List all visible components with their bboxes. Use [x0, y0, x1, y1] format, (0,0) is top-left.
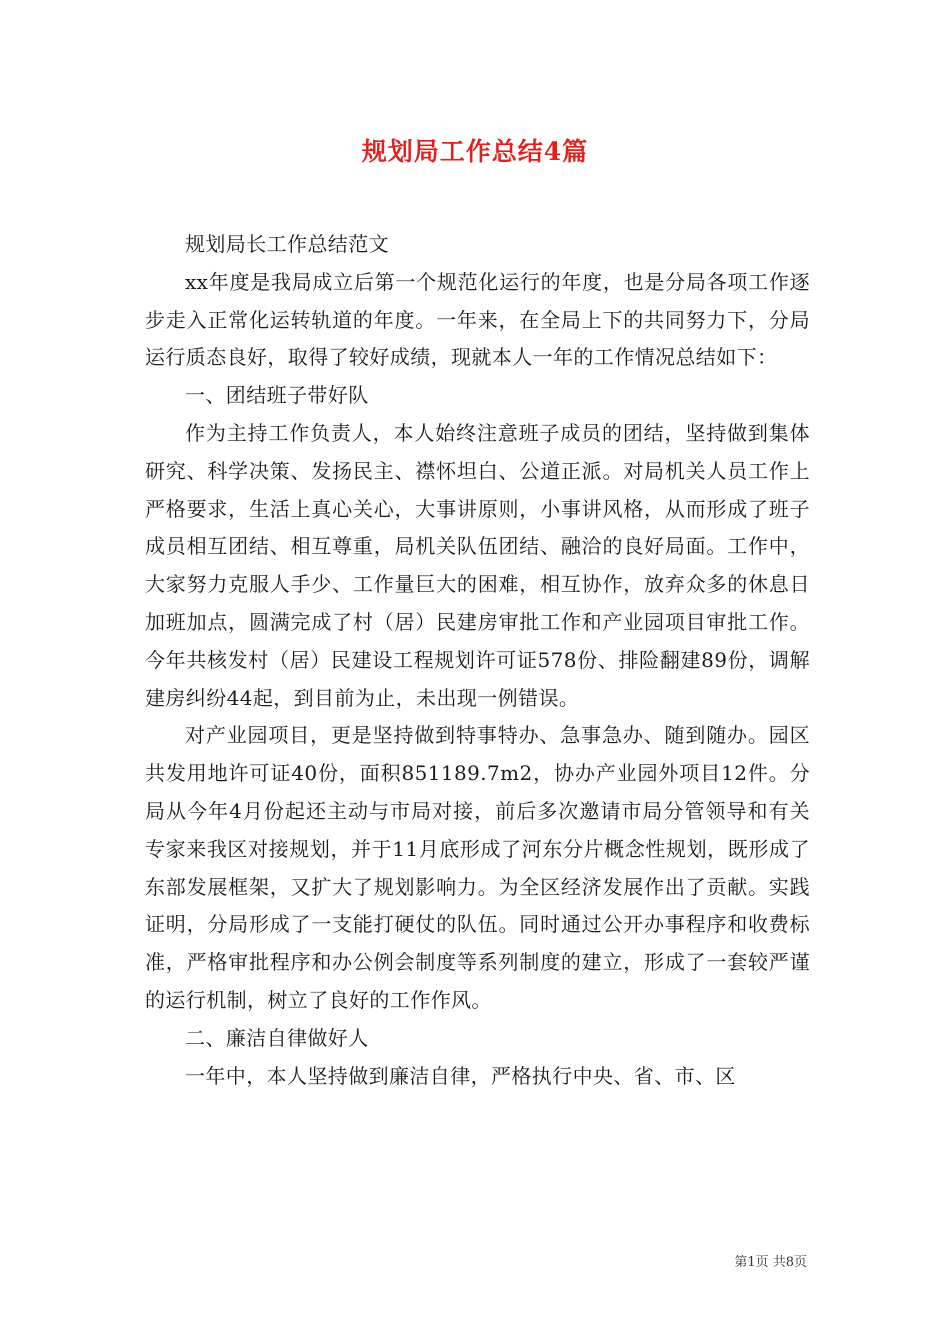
- paragraph-intro: xx年度是我局成立后第一个规范化运行的年度，也是分局各项工作逐步走入正常化运转轨道的年度。一年来，在全局上下的共同努力下，分局运行质态良好，取得了较好成绩，现就本人一年的工作情况总结如下：: [145, 269, 810, 370]
- paragraph-subtitle: 规划局长工作总结范文: [185, 232, 389, 256]
- paragraph-integrity: 一年中，本人坚持做到廉洁自律，严格执行中央、省、市、区: [185, 1063, 736, 1088]
- section-heading-1: 一、团结班子带好队: [185, 383, 369, 408]
- page-number: 第1页 共8页: [734, 1255, 807, 1270]
- document-title: 规划局工作总结4篇: [361, 137, 589, 166]
- paragraph-team: 作为主持工作负责人，本人始终注意班子成员的团结，坚持做到集体研究、科学决策、发扬民主、襟怀坦白、公道正派。对局机关人员工作上严格要求，生活上真心关心，大事讲原则，小事讲风格，从而形成了班子成员相互团结、相互尊重，局机关队伍团结、融洽的良好局面。工作中，大家努力克服人手少、工作量巨大的困难，相互协作，放弃众多的休息日加班加点，圆满完成了村（居）民建房审批工作和产业园项目审批工作。今年共核发村（居）民建设工程规划许可证578份、排险翻建89份，调解建房纠纷44起，到目前为止，未出现一例错误。: [145, 420, 810, 710]
- document-body: [145, 226, 810, 1095]
- section-heading-2: 二、廉洁自律做好人: [185, 1025, 369, 1050]
- paragraph-industrial-park: 对产业园项目，更是坚持做到特事特办、急事急办、随到随办。园区共发用地许可证40份，面积851189.7m2，协办产业园外项目12件。分局从今年4月份起还主动与市局对接，前后多次邀请市局分管领导和有关专家来我区对接规划，并于11月底形成了河东分片概念性规划，既形成了东部发展框架，又扩大了规划影响力。为全区经济发展作出了贡献。实践证明，分局形成了一支能打硬仗的队伍。同时通过公开办事程序和收费标准，严格审批程序和办公例会制度等系列制度的建立，形成了一套较严谨的运行机制，树立了良好的工作作风。: [145, 723, 810, 1012]
